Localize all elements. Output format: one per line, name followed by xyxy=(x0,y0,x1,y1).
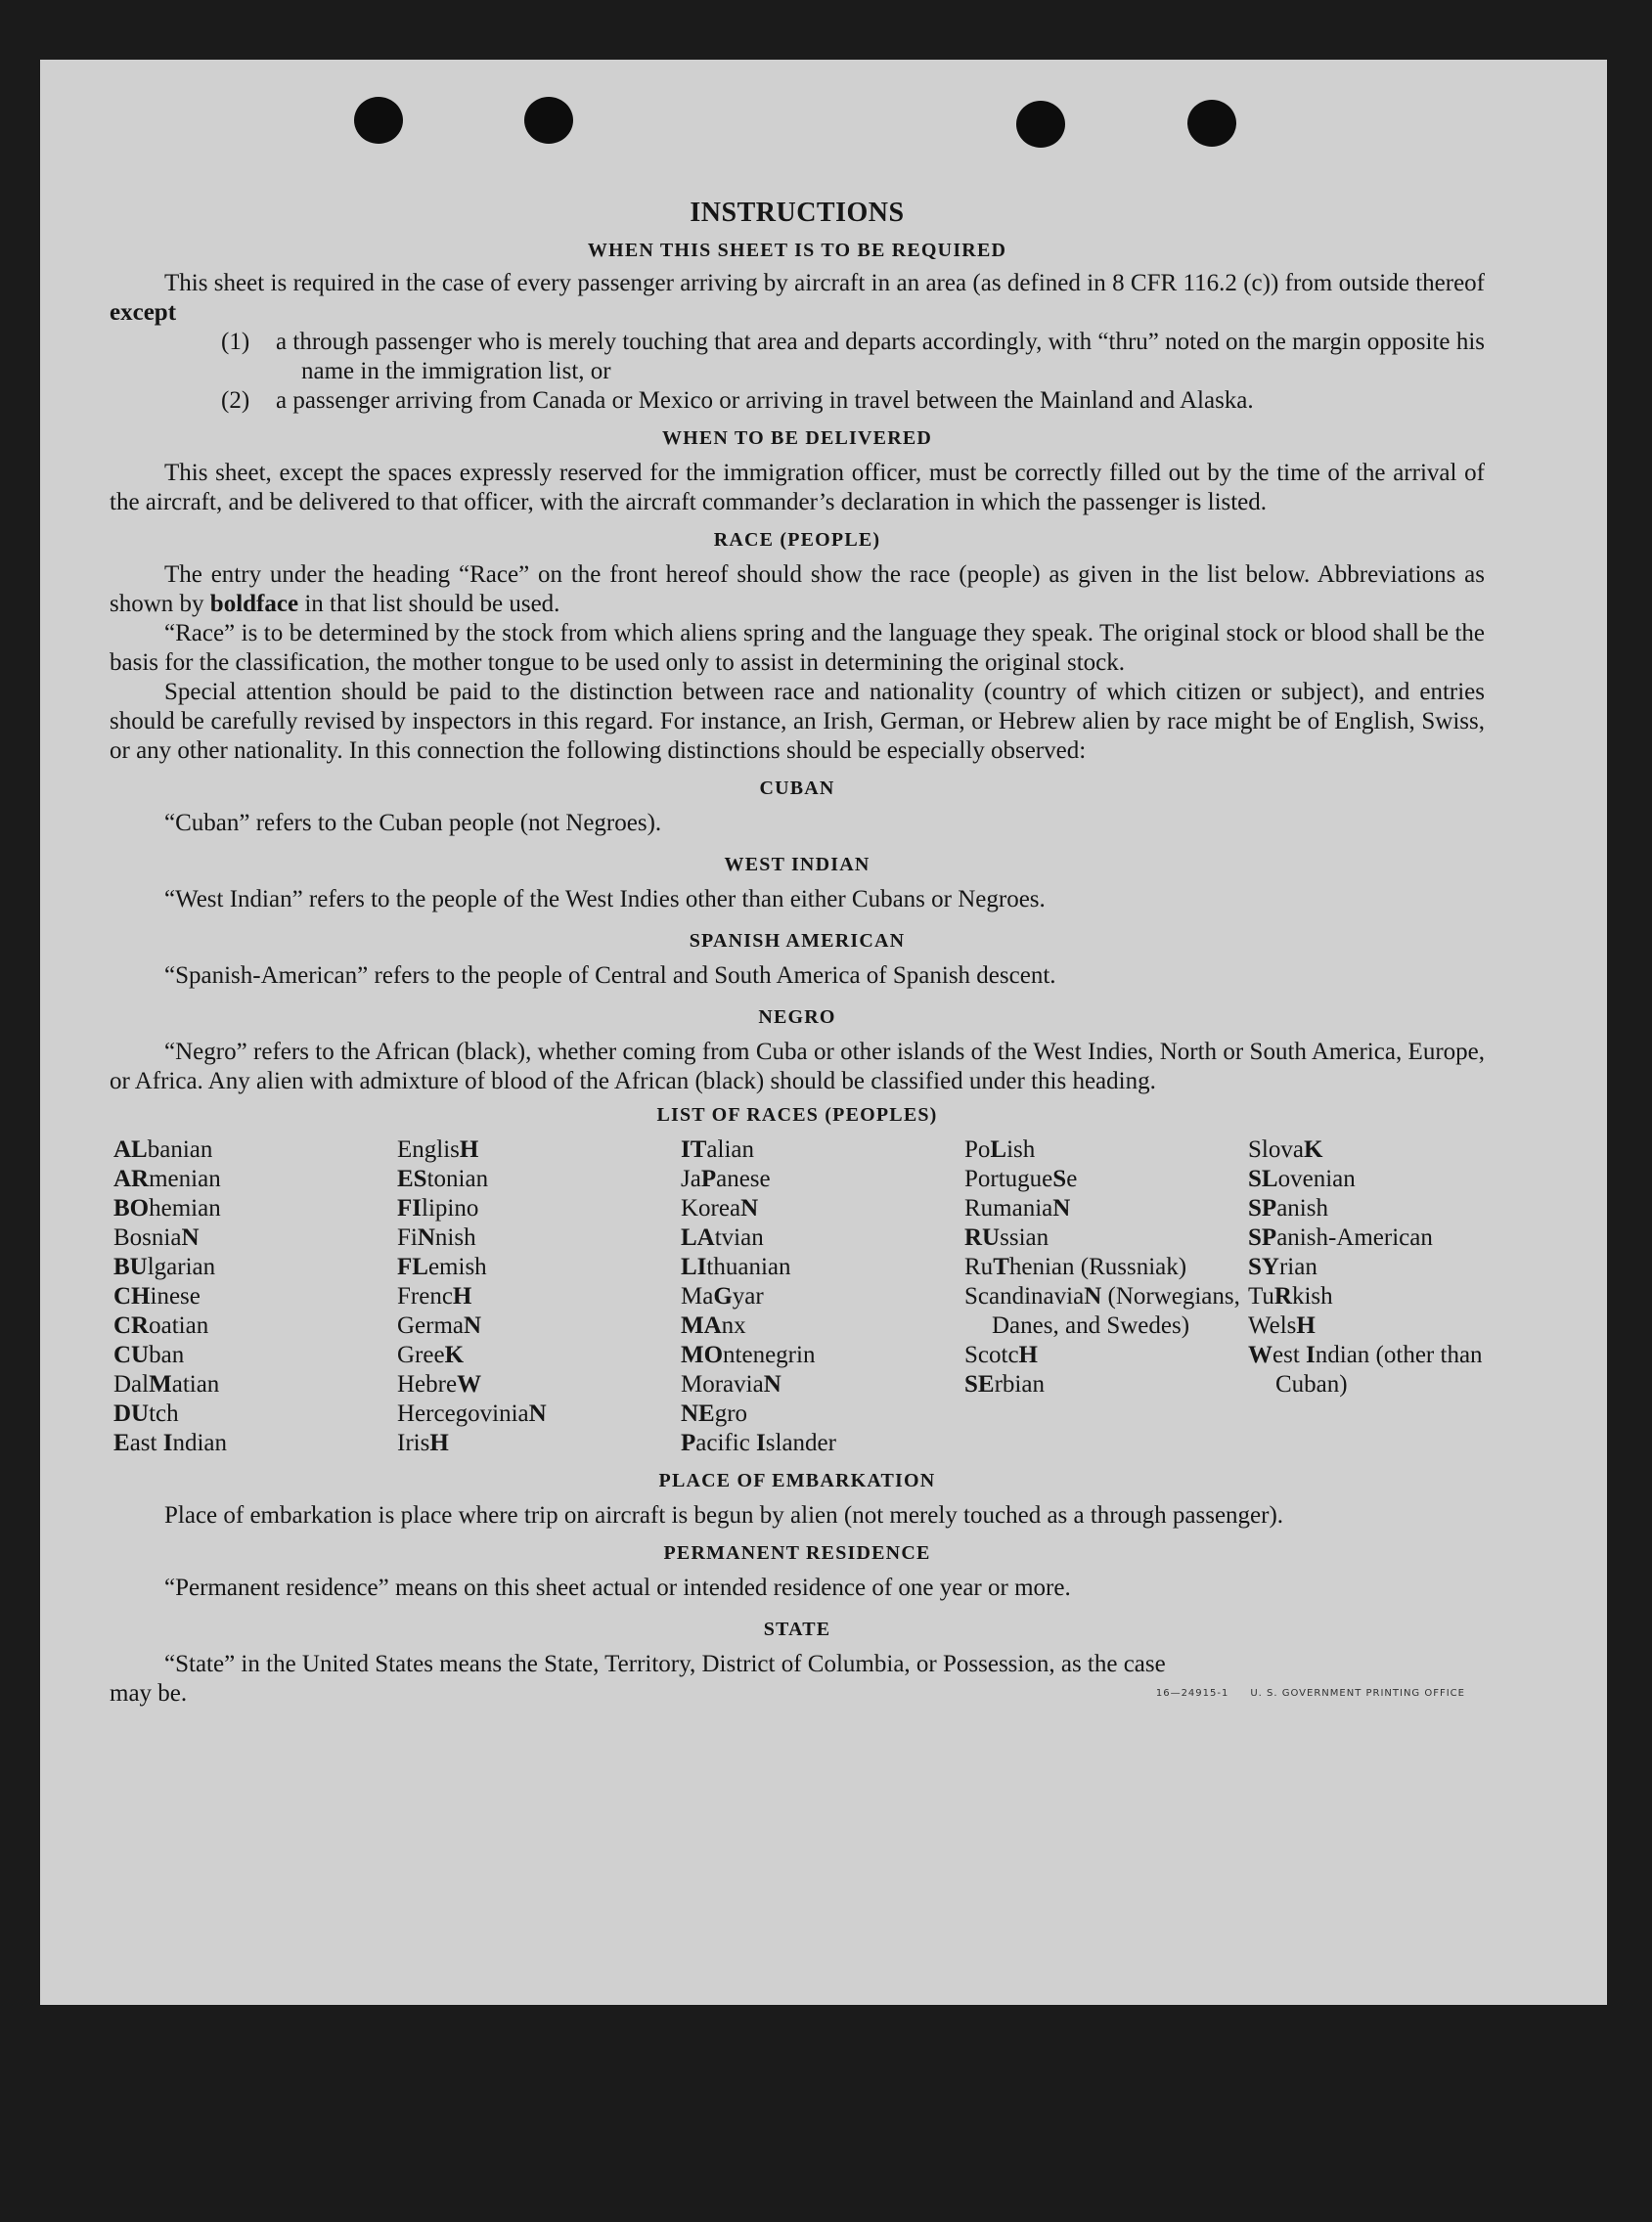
item-text: a through passenger who is merely touching that area and departs accordingly, with “thru” noted on the margin opposite his name in the immigration list, or xyxy=(276,329,1485,384)
intro-bold: except xyxy=(110,299,177,326)
race-abbreviation: AR xyxy=(113,1166,150,1192)
race-abbreviation: IT xyxy=(681,1136,707,1163)
race-item xyxy=(964,1282,1248,1341)
race-item xyxy=(397,1311,681,1341)
race-text: nish xyxy=(434,1224,476,1251)
punch-hole xyxy=(354,97,403,144)
text: in that list should be used. xyxy=(304,591,560,617)
race-text: atian xyxy=(171,1371,220,1398)
race-abbreviation: E xyxy=(113,1430,130,1456)
heading-west-indian: WEST INDIAN xyxy=(724,854,871,875)
race-text: Moravia xyxy=(681,1371,764,1398)
race-abbreviation: RU xyxy=(964,1224,1001,1251)
race-text: ntenegrin xyxy=(723,1342,816,1368)
heading-list-of-races: LIST OF RACES (PEOPLES) xyxy=(656,1104,938,1126)
race-text: Englis xyxy=(397,1136,460,1163)
item-number: (1) xyxy=(221,329,250,355)
race-item xyxy=(113,1135,397,1165)
race-column xyxy=(113,1135,397,1458)
race-abbreviation: N xyxy=(1052,1195,1071,1222)
race-text: Hercegovinia xyxy=(397,1400,529,1427)
race-text: Ja xyxy=(681,1166,701,1192)
race-item xyxy=(1248,1341,1522,1400)
race-text: Dal xyxy=(113,1371,150,1398)
race-text: gro xyxy=(714,1400,748,1427)
race-item xyxy=(397,1370,681,1400)
item-number: (2) xyxy=(221,387,250,414)
race-list xyxy=(113,1135,1485,1458)
race-abbreviation: AL xyxy=(113,1136,148,1163)
printer-name: U. S. GOVERNMENT PRINTING OFFICE xyxy=(1250,1688,1465,1699)
race-column xyxy=(1248,1135,1522,1458)
race-text: rian xyxy=(1278,1254,1317,1280)
race-item xyxy=(681,1165,964,1194)
race-abbreviation: NE xyxy=(681,1400,715,1427)
race-text: menian xyxy=(149,1166,221,1192)
race-column xyxy=(964,1135,1248,1458)
race-item xyxy=(113,1341,397,1370)
race-abbreviation: N xyxy=(1084,1283,1102,1310)
race-abbreviation: ES xyxy=(397,1166,427,1192)
heading-cuban: CUBAN xyxy=(759,778,835,799)
race-text: Scotc xyxy=(964,1342,1019,1368)
race-item xyxy=(681,1400,964,1429)
race-abbreviation: LA xyxy=(681,1224,715,1251)
race-abbreviation: N xyxy=(763,1371,781,1398)
race-abbreviation: K xyxy=(1303,1136,1323,1163)
race-abbreviation: K xyxy=(444,1342,465,1368)
race-abbreviation: FL xyxy=(397,1254,428,1280)
race-item xyxy=(964,1370,1248,1400)
race-abbreviation: FI xyxy=(397,1195,422,1222)
race-item xyxy=(397,1429,681,1458)
race-text: tch xyxy=(149,1400,179,1427)
exception-item xyxy=(221,328,1485,386)
race-abbreviation: N xyxy=(740,1195,759,1222)
heading-when-required: WHEN THIS SHEET IS TO BE REQUIRED xyxy=(587,240,1007,261)
race-abbreviation: SL xyxy=(1248,1166,1278,1192)
race-item xyxy=(113,1282,397,1311)
race-abbreviation: SP xyxy=(1248,1224,1277,1251)
race-item xyxy=(113,1253,397,1282)
race-text: rbian xyxy=(994,1371,1045,1398)
race-item xyxy=(397,1194,681,1223)
race-text: Germa xyxy=(397,1312,465,1339)
cuban-text: “Cuban” refers to the Cuban people (not Negroes). xyxy=(164,810,662,836)
race-text: ast xyxy=(129,1430,163,1456)
race-column xyxy=(397,1135,681,1458)
race-text: e xyxy=(1066,1166,1078,1192)
race-text: lipino xyxy=(422,1195,479,1222)
race-text: anese xyxy=(716,1166,771,1192)
footer xyxy=(110,1679,1485,1709)
race-abbreviation: S xyxy=(1052,1166,1067,1192)
page-title: INSTRUCTIONS xyxy=(690,198,905,228)
race-abbreviation: N xyxy=(417,1224,435,1251)
heading-residence: PERMANENT RESIDENCE xyxy=(663,1542,931,1564)
race-item xyxy=(113,1223,397,1253)
race-item xyxy=(681,1429,964,1458)
race-item xyxy=(1248,1311,1522,1341)
race-text: Iris xyxy=(397,1430,430,1456)
race-abbreviation: W xyxy=(1248,1342,1272,1368)
exception-item xyxy=(221,386,1485,416)
race-column xyxy=(681,1135,964,1458)
race-abbreviation: P xyxy=(681,1430,696,1456)
state-text-end: may be. xyxy=(110,1680,188,1707)
race-item xyxy=(397,1223,681,1253)
heading-spanish-american: SPANISH AMERICAN xyxy=(689,930,906,952)
race-abbreviation: H xyxy=(1296,1312,1316,1339)
race-item xyxy=(681,1194,964,1223)
race-item xyxy=(681,1311,964,1341)
race-item xyxy=(681,1282,964,1311)
race-item xyxy=(113,1400,397,1429)
race-text: ban xyxy=(149,1342,185,1368)
race-abbreviation: P xyxy=(700,1166,717,1192)
race-text: Gree xyxy=(397,1342,445,1368)
race-text: inese xyxy=(150,1283,201,1310)
race-item xyxy=(1248,1282,1522,1311)
race-text: acific xyxy=(695,1430,757,1456)
race-item xyxy=(113,1311,397,1341)
race-text: Po xyxy=(964,1136,991,1163)
race-item xyxy=(397,1165,681,1194)
race-text: thuanian xyxy=(706,1254,791,1280)
race-text: Rumania xyxy=(964,1195,1053,1222)
race-text: Portugue xyxy=(964,1166,1053,1192)
race-abbreviation: SP xyxy=(1248,1195,1277,1222)
race-abbreviation: N xyxy=(528,1400,547,1427)
west-indian-text: “West Indian” refers to the people of the West Indies other than either Cubans or Negroes. xyxy=(164,886,1046,912)
heading-state: STATE xyxy=(763,1619,831,1640)
race-abbreviation: MO xyxy=(681,1342,724,1368)
form-number: 16—24915-1 xyxy=(1155,1688,1229,1699)
race-text: ssian xyxy=(1000,1224,1049,1251)
race-abbreviation: BO xyxy=(113,1195,150,1222)
race-abbreviation: H xyxy=(452,1283,472,1310)
race-abbreviation: CU xyxy=(113,1342,150,1368)
race-item xyxy=(681,1135,964,1165)
race-abbreviation: H xyxy=(1018,1342,1038,1368)
instructions-content xyxy=(110,199,1485,1709)
race-item xyxy=(964,1194,1248,1223)
race-item xyxy=(681,1253,964,1282)
race-item xyxy=(397,1253,681,1282)
race-abbreviation: N xyxy=(181,1224,200,1251)
race-paragraph-2: “Race” is to be determined by the stock from which aliens spring and the language they speak. The original stock or blood shall be the basis for the classification, the mother tongue to be used only to assist in determining the original stock. xyxy=(110,620,1485,676)
race-abbreviation: CR xyxy=(113,1312,150,1339)
race-item xyxy=(397,1341,681,1370)
race-abbreviation: I xyxy=(756,1430,766,1456)
race-text: tvian xyxy=(714,1224,764,1251)
punch-hole xyxy=(1016,101,1065,148)
race-item xyxy=(964,1135,1248,1165)
race-text: slander xyxy=(765,1430,836,1456)
race-text: Korea xyxy=(681,1195,741,1222)
punch-hole xyxy=(524,97,573,144)
negro-text: “Negro” refers to the African (black), whether coming from Cuba or other islands of the West Indies, North or South America, Europe, or Africa. Any alien with admixture of blood of the African (black) should be classified under this heading. xyxy=(110,1039,1485,1094)
heading-negro: NEGRO xyxy=(758,1006,836,1028)
item-text: a passenger arriving from Canada or Mexico or arriving in travel between the Mainland and Alaska. xyxy=(276,387,1254,414)
race-abbreviation: H xyxy=(429,1430,449,1456)
race-text: Ru xyxy=(964,1254,994,1280)
race-item xyxy=(1248,1223,1522,1253)
document-page xyxy=(40,60,1607,2005)
race-text: lgarian xyxy=(147,1254,216,1280)
race-abbreviation: W xyxy=(457,1371,482,1398)
punch-hole xyxy=(1187,100,1236,147)
race-abbreviation: CH xyxy=(113,1283,151,1310)
race-text: anish xyxy=(1276,1195,1328,1222)
race-text: oatian xyxy=(149,1312,209,1339)
race-abbreviation: SY xyxy=(1248,1254,1279,1280)
race-text: anish-American xyxy=(1276,1224,1433,1251)
race-text: (Norwegians, Danes, and Swedes) xyxy=(992,1283,1240,1339)
race-item xyxy=(113,1194,397,1223)
race-text: ndian (other than Cuban) xyxy=(1275,1342,1483,1398)
printer-imprint xyxy=(1135,1679,1485,1709)
race-text: Bosnia xyxy=(113,1224,182,1251)
race-abbreviation: H xyxy=(459,1136,479,1163)
race-abbreviation: N xyxy=(464,1312,482,1339)
race-abbreviation: BU xyxy=(113,1254,148,1280)
intro-text: This sheet is required in the case of every passenger arriving by aircraft in an area (as defined in 8 CFR 116.2 (c)) from outside thereof xyxy=(164,270,1485,296)
race-text: Tu xyxy=(1248,1283,1274,1310)
embarkation-text: Place of embarkation is place where trip on aircraft is begun by alien (not merely touched as a through passenger). xyxy=(164,1502,1284,1529)
race-item xyxy=(964,1223,1248,1253)
race-item xyxy=(397,1135,681,1165)
race-text: Wels xyxy=(1248,1312,1297,1339)
race-text: henian (Russniak) xyxy=(1008,1254,1187,1280)
heading-embarkation: PLACE OF EMBARKATION xyxy=(658,1470,936,1491)
race-text: Ma xyxy=(681,1283,714,1310)
race-item xyxy=(397,1400,681,1429)
bold-text: boldface xyxy=(209,591,299,617)
state-text: “State” in the United States means the State, Territory, District of Columbia, or Possession, as the case xyxy=(164,1651,1166,1677)
race-text: ndian xyxy=(172,1430,227,1456)
heading-when-delivered: WHEN TO BE DELIVERED xyxy=(661,427,933,449)
race-abbreviation: G xyxy=(713,1283,733,1310)
race-text: est xyxy=(1272,1342,1307,1368)
race-item xyxy=(681,1341,964,1370)
race-abbreviation: LI xyxy=(681,1254,707,1280)
spanish-american-text: “Spanish-American” refers to the people of Central and South America of Spanish descent. xyxy=(164,962,1056,989)
when-delivered-text: This sheet, except the spaces expressly reserved for the immigration officer, must be correctly filled out by the time of the arrival of the aircraft, and be delivered to that officer, with the aircraft commander’s declaration in which the passenger is listed. xyxy=(110,460,1485,515)
race-text: Frenc xyxy=(397,1283,453,1310)
race-item xyxy=(681,1370,964,1400)
race-abbreviation: DU xyxy=(113,1400,150,1427)
race-paragraph-1 xyxy=(110,560,1485,619)
race-abbreviation: MA xyxy=(681,1312,722,1339)
race-text: Slova xyxy=(1248,1136,1304,1163)
race-item xyxy=(964,1165,1248,1194)
heading-race: RACE (PEOPLE) xyxy=(713,529,881,551)
race-item xyxy=(964,1341,1248,1370)
race-paragraph-3: Special attention should be paid to the distinction between race and nationality (country of which citizen or subject), and entries should be carefully revised by inspectors in this regard. For instance, an Irish, German, or Hebrew alien by race might be of English, Swiss, or any other nationality. In this connection the following distinctions should be especially observed: xyxy=(110,679,1485,764)
race-item xyxy=(1248,1194,1522,1223)
race-abbreviation: T xyxy=(993,1254,1009,1280)
race-abbreviation: M xyxy=(149,1371,172,1398)
race-item xyxy=(964,1253,1248,1282)
race-text: tonian xyxy=(426,1166,489,1192)
race-abbreviation: L xyxy=(990,1136,1007,1163)
race-item xyxy=(681,1223,964,1253)
race-text: nx xyxy=(721,1312,746,1339)
race-text: Scandinavia xyxy=(964,1283,1085,1310)
race-abbreviation: I xyxy=(162,1430,173,1456)
race-item xyxy=(1248,1165,1522,1194)
race-item xyxy=(1248,1135,1522,1165)
race-text: Hebre xyxy=(397,1371,458,1398)
residence-text: “Permanent residence” means on this sheet actual or intended residence of one year or more. xyxy=(164,1575,1071,1601)
race-text: banian xyxy=(147,1136,213,1163)
race-text: ish xyxy=(1006,1136,1036,1163)
when-required-intro xyxy=(110,269,1485,328)
race-text: ovenian xyxy=(1277,1166,1356,1192)
text: The entry under the heading “Race” on the front hereof should show the race (people) as given in the list below. Abbreviations as shown by xyxy=(110,561,1485,617)
race-item xyxy=(397,1282,681,1311)
race-abbreviation: SE xyxy=(964,1371,995,1398)
race-abbreviation: R xyxy=(1273,1283,1292,1310)
race-text: Fi xyxy=(397,1224,418,1251)
race-item xyxy=(1248,1253,1522,1282)
race-text: hemian xyxy=(149,1195,221,1222)
race-abbreviation: I xyxy=(1306,1342,1316,1368)
race-text: emish xyxy=(427,1254,487,1280)
race-text: alian xyxy=(706,1136,754,1163)
race-item xyxy=(113,1429,397,1458)
race-item xyxy=(113,1370,397,1400)
race-item xyxy=(113,1165,397,1194)
race-text: yar xyxy=(732,1283,764,1310)
race-text: kish xyxy=(1291,1283,1333,1310)
